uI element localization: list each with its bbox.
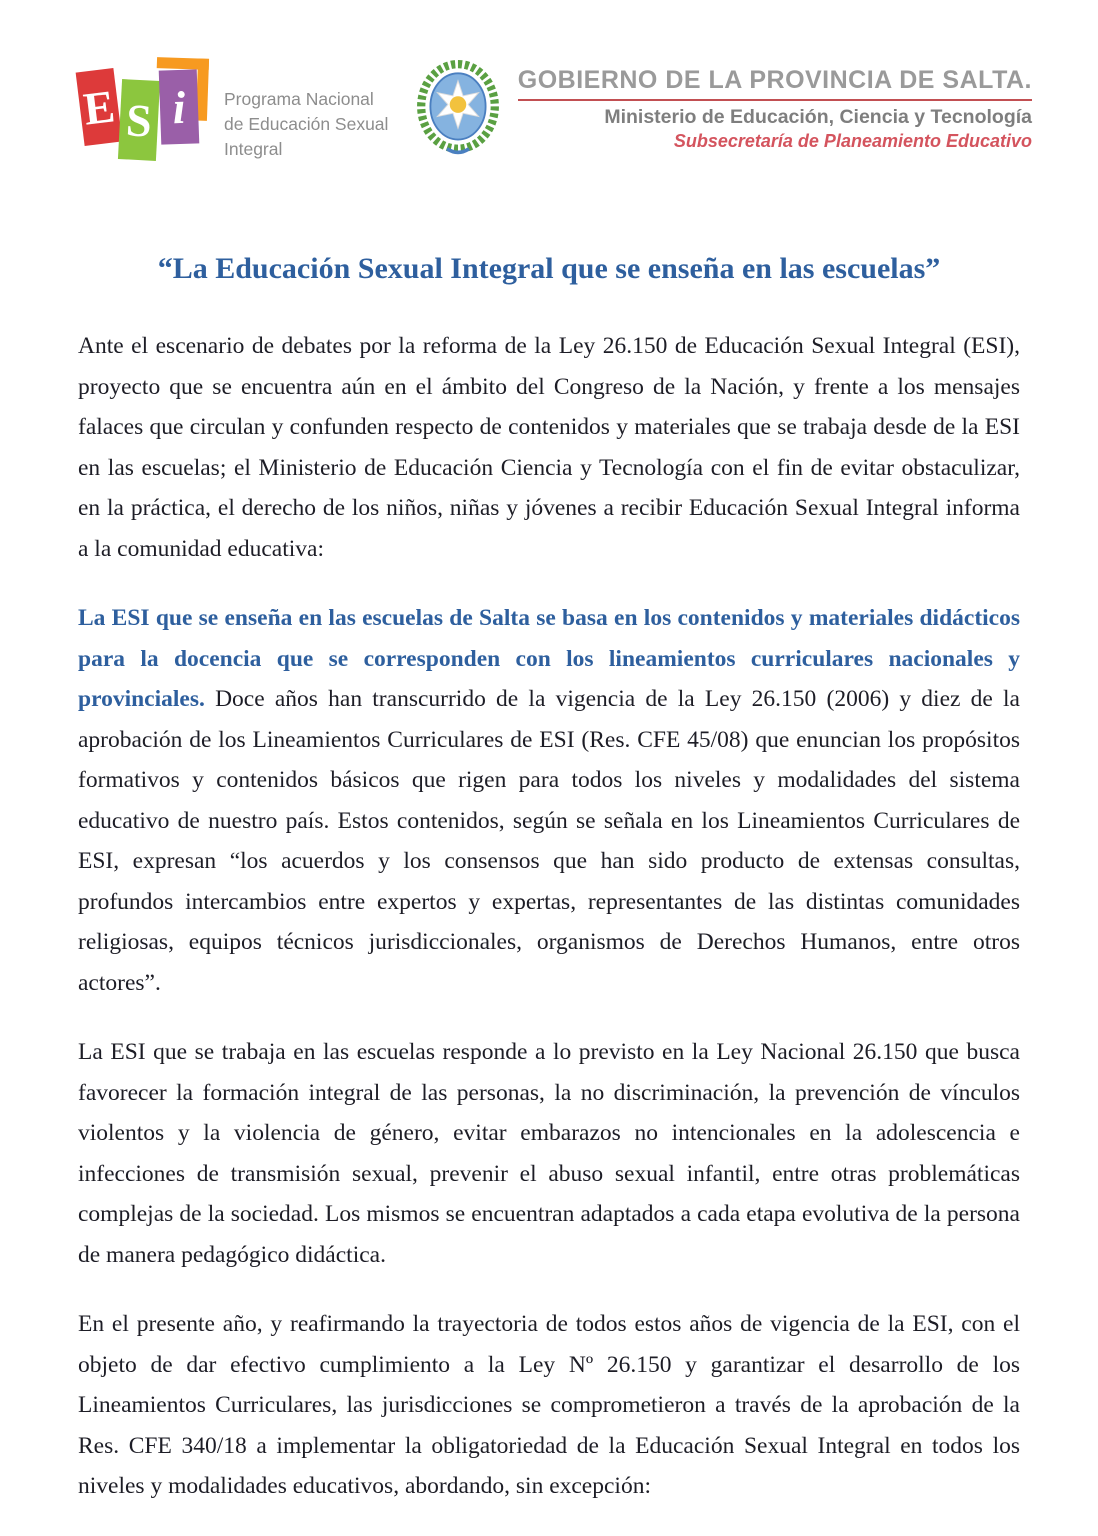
esi-program-label: [224, 59, 412, 162]
salta-crest-icon: [412, 58, 504, 164]
esi-program-label-line1: Programa Nacional: [224, 88, 374, 109]
gov-logo-title: GOBIERNO DE LA PROVINCIA DE SALTA.: [517, 66, 1032, 94]
paragraph-segment: Ante el escenario de debates por la reforma de la Ley 26.150 de Educación Sexual Integral (ESI), proyecto que se encuentra aún en el ámbito del Congreso de la Nación, y frente a los mensajes falaces que circulan y confunden respecto de contenidos y materiales que se trabaja desde de la ESI en las escuelas; el Ministerio de Educación Ciencia y Tecnología con el fin de evitar obstaculizar, en la práctica, el derecho de los niños, niñas y jóvenes a recibir Educación Sexual Integral informa a la comunidad educativa:: [78, 333, 1020, 562]
gov-logo-subsecretaria: Subsecretaría de Planeamiento Educativo: [673, 131, 1032, 151]
document-body: [78, 326, 1020, 1507]
esi-logo-letter-s: S: [118, 79, 160, 161]
paragraph-segment-highlight: La ESI que se enseña en las escuelas de Salta se basa en los contenidos y materiales didácticos para la docencia que se corresponden con los lineamientos curriculares nacionales y provinciales.: [78, 605, 1020, 712]
paragraph: [78, 1032, 1020, 1275]
header: [78, 58, 1032, 173]
paragraph: [78, 1304, 1020, 1507]
gov-salta-logo: [412, 58, 1032, 164]
esi-logo-icon: [78, 58, 208, 162]
page-title: “La Educación Sexual Integral que se enseña en las escuelas”: [157, 252, 941, 285]
paragraph-segment: Doce años han transcurrido de la vigencia de la Ley 26.150 (2006) y diez de la aprobación de los Lineamientos Curriculares de ESI (Res. CFE 45/08) que enuncian los propósitos formativos y contenidos básicos que rigen para todos los niveles y modalidades del sistema educativo de nuestro país. Estos contenidos, según se señala en los Lineamientos Curriculares de ESI, expresan “los acuerdos y los consensos que han sido producto de extensas consultas, profundos intercambios entre expertos y expertas, representantes de las distintas comunidades religiosas, equipos técnicos jurisdiccionales, organismos de Derechos Humanos, entre otros actores”.: [78, 686, 1020, 996]
gov-logo-ministry: Ministerio de Educación, Ciencia y Tecnología: [604, 106, 1032, 128]
gov-logo-text: [518, 58, 1032, 152]
esi-program-logo: [78, 58, 412, 162]
paragraph: [78, 598, 1020, 1003]
paragraph-segment: La ESI que se trabaja en las escuelas responde a lo previsto en la Ley Nacional 26.150 que busca favorecer la formación integral de las personas, la no discriminación, la prevención de vínculos violentos y la violencia de género, evitar embarazos no intencionales en la adolescencia e infecciones de transmisión sexual, prevenir el abuso sexual infantil, entre otras problemáticas complejas de la sociedad. Los mismos se encuentran adaptados a cada etapa evolutiva de la persona de manera pedagógico didáctica.: [78, 1039, 1020, 1268]
gov-logo-divider: [518, 99, 1032, 101]
paragraph: [78, 326, 1020, 569]
esi-program-label-line2: de Educación Sexual Integral: [224, 113, 389, 159]
esi-logo-letter-i: i: [159, 69, 200, 144]
paragraph-segment: En el presente año, y reafirmando la trayectoria de todos estos años de vigencia de la ESI, con el objeto de dar efectivo cumplimiento a la Ley Nº 26.150 y garantizar el desarrollo de los Lineamientos Curriculares, las jurisdicciones se comprometieron a través de la aprobación de la Res. CFE 340/18 a implementar la obligatoriedad de la Educación Sexual Integral en todos los niveles y modalidades educativos, abordando, sin excepción:: [78, 1311, 1020, 1499]
esi-logo-letter-e: E: [76, 68, 123, 146]
